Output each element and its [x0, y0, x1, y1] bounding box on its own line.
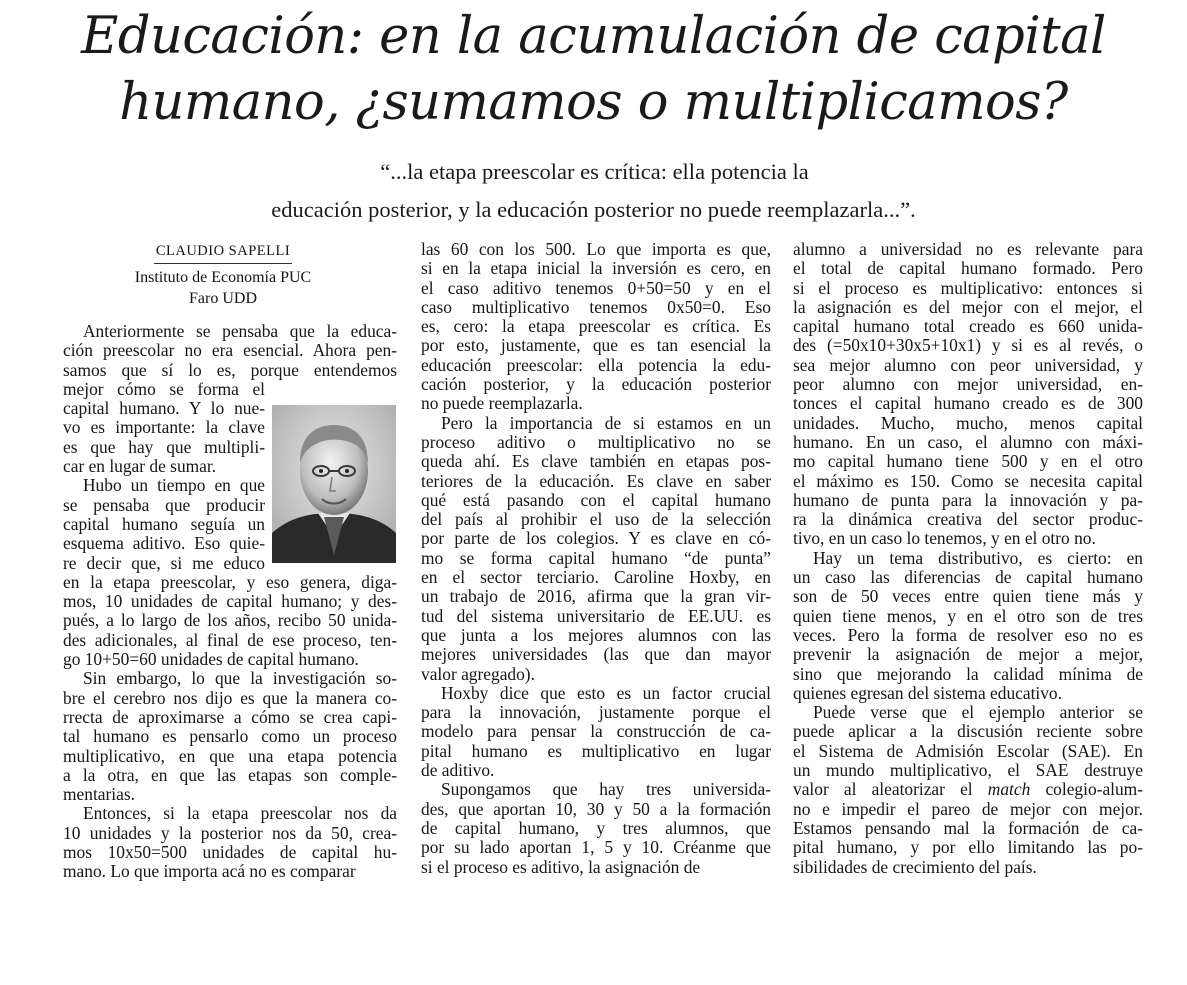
headline-line-1: Educación: en la acumulación de capital	[81, 7, 1106, 66]
article-line: el caso aditivo tenemos 0+50=50 y en el	[421, 278, 771, 298]
article-line: no e impedir el pareo de mejor con mejor.	[793, 799, 1143, 819]
article-line: un trabajo de 2016, afirma que la gran vir-	[421, 587, 771, 607]
headline-line-2: humano, ¿sumamos o multiplicamos?	[119, 73, 1068, 132]
article-line: multiplicativo, en que una etapa potencia	[63, 746, 397, 766]
article-line: humano de punta para la innovación y pa-	[793, 490, 1143, 510]
article-line: educación preescolar: ella potencia la edu-	[421, 355, 771, 375]
article-line: Supongamos que hay tres universida-	[441, 780, 771, 800]
article-line: por su lado aportan 1, 5 y 10. Créanme que	[421, 838, 771, 858]
article-line: sino que mejorando la calidad mínima de	[793, 664, 1143, 684]
article-line: des, que aportan 10, 30 y 50 a la formación	[421, 799, 771, 819]
article-line: car en lugar de sumar.	[63, 457, 217, 477]
article-line: de capital humano, y tres alumnos, que	[421, 818, 771, 838]
article-line: 10 unidades y la posterior nos da 50, crea-	[63, 823, 397, 843]
article-line: mentarias.	[63, 785, 135, 805]
article-line: mos, 10 unidades de capital humano; y des-	[63, 592, 397, 612]
article-line: cación posterior, y la educación posterior	[421, 375, 771, 395]
article-line-fragment: colegio-alum-	[1030, 780, 1143, 800]
article-line: peor alumno con mejor universidad, en-	[793, 375, 1143, 395]
article-line: se pensaba que producir	[63, 495, 265, 515]
article-line: ra la dinámica creativa del sector produc-	[793, 510, 1143, 530]
author-affiliation-1: Instituto de Economía PUC	[134, 269, 312, 286]
article-line: esquema aditivo. Eso quie-	[63, 534, 265, 554]
article-line: pués, a lo largo de los años, recibo 50 unida-	[63, 611, 397, 631]
article-line: des (=50x10+30x5+10x1) y si es al revés, o	[793, 336, 1143, 356]
article-line: pital humano, y por ello limitando las po-	[793, 838, 1143, 858]
author-name: CLAUDIO SAPELLI	[154, 240, 292, 264]
article-line: para la innovación, justamente porque el	[421, 703, 771, 723]
article-line: prevenir la asignación de mejor a mejor,	[793, 645, 1143, 665]
article-line: mo se forma capital humano “de punta”	[421, 548, 771, 568]
article-line: qué está pasando con el capital humano	[421, 490, 771, 510]
article-line: tonces el capital humano creado es de 300	[793, 394, 1143, 414]
article-column-2	[421, 240, 771, 877]
article-line: samos que sí lo es, porque entendemos	[63, 360, 397, 380]
article-line: si el proceso es aditivo, la asignación de	[421, 857, 701, 877]
article-line: por esto, justamente, que es tan esencial la	[421, 336, 771, 356]
article-line: Anteriormente se pensaba que la educa-	[83, 322, 397, 341]
article-line	[793, 780, 1143, 799]
article-line: si el proceso es multiplicativo: entonces si	[793, 278, 1143, 298]
article-line: por parte de los colegios. Y es clave en có-	[421, 529, 771, 549]
article-line: mejor cómo se forma el	[63, 379, 265, 399]
article-line: queda ahí. Es clave también en etapas pos-	[421, 452, 771, 472]
article-line: Puede verse que el ejemplo anterior se	[813, 703, 1143, 723]
article-line: Hoxby dice que esto es un factor crucial	[441, 683, 771, 703]
article-line: Pero la importancia de si estamos en un	[441, 413, 771, 433]
article-line: el Sistema de Admisión Escolar (SAE). En	[793, 741, 1143, 761]
article-line: tud del sistema universitario de EE.UU. es	[421, 606, 771, 626]
article-line-fragment: match	[987, 780, 1031, 800]
author-affiliation-2: Faro UDD	[189, 290, 257, 307]
pull-quote	[0, 153, 1187, 229]
article-line: vo es importante: la clave	[63, 418, 265, 438]
article-line: capital humano. Y lo nue-	[63, 399, 265, 419]
article-line: Estamos pensando mal la formación de ca-	[793, 818, 1143, 838]
article-line: Hubo un tiempo en que	[83, 476, 265, 496]
article-line: mejores universidades (las que dan mayor	[421, 645, 771, 665]
article-line: Sin embargo, lo que la investigación so-	[83, 669, 397, 689]
article-line: Entonces, si la etapa preescolar nos da	[83, 804, 397, 824]
article-line: del país al prohibir el uso de la selección	[421, 510, 771, 530]
byline	[118, 240, 328, 309]
article-line: en la etapa preescolar, y eso genera, diga-	[63, 572, 397, 592]
article-line: mo capital humano tiene 500 y en el otro	[793, 452, 1143, 472]
article-line: rrecta de aproximarse a cómo se crea capi-	[63, 707, 397, 727]
article-line: son de 50 veces entre quien tiene más y	[793, 587, 1143, 607]
article-line: en el sector terciario. Caroline Hoxby, en	[421, 568, 771, 588]
article-line: go 10+50=60 unidades de capital humano.	[63, 650, 359, 670]
article-line: quien tiene menos, y en el otro son de tres	[793, 606, 1143, 626]
article-line: modelo para pensar la construcción de ca-	[421, 722, 771, 742]
pull-quote-line-1: “...la etapa preescolar es crítica: ella potencia la	[380, 159, 809, 184]
article-line: capital humano total creado es 660 unida-	[793, 317, 1143, 337]
article-line: quienes egresan del sistema educativo.	[793, 683, 1062, 703]
article-line: humano. En un caso, el alumno con máxi-	[793, 432, 1143, 452]
article-line: unidades. Mucho, mucho, menos capital	[793, 413, 1143, 433]
article-line: tal humano es pensarlo como un proceso	[63, 727, 397, 747]
article-line: el máximo es 150. Como se necesita capital	[793, 471, 1143, 491]
article-line: la asignación es del mejor con el mejor, el	[793, 297, 1143, 317]
article-line: mano. Lo que importa acá no es comparar	[63, 862, 356, 882]
article-line: sibilidades de crecimiento del país.	[793, 857, 1037, 877]
pull-quote-line-2: educación posterior, y la educación posterior no puede reemplazarla...”.	[271, 197, 916, 222]
article-line: bre el cerebro nos dijo es que la manera co-	[63, 688, 397, 708]
article-column-3	[793, 240, 1143, 877]
article-line: un mundo multiplicativo, el SAE destruye	[793, 761, 1143, 781]
article-line: teriores de la educación. Es clave en saber	[421, 471, 771, 491]
headline	[0, 4, 1187, 136]
article-line: proceso aditivo o multiplicativo no se	[421, 432, 771, 452]
article-line: valor agregado).	[421, 664, 535, 684]
article-line: de aditivo.	[421, 761, 495, 781]
article-line: es, cero: la etapa preescolar es crítica. Es	[421, 317, 771, 337]
article-line: re decir que, si me educo	[63, 553, 265, 573]
article-line: un caso las diferencias de capital humano	[793, 568, 1143, 588]
article-line: que junta a los mejores alumnos con las	[421, 625, 771, 645]
article-line: no puede reemplazarla.	[421, 394, 583, 414]
article-line: capital humano seguía un	[63, 514, 265, 534]
article-line: alumno a universidad no es relevante para	[793, 240, 1143, 259]
article-line: caso multiplicativo tenemos 0x50=0. Eso	[421, 297, 771, 317]
article-line: a la otra, en que las etapas son comple-	[63, 765, 397, 785]
article-line: mos 10x50=500 unidades de capital hu-	[63, 843, 397, 863]
article-line: puede aplicar a la discusión reciente sobre	[793, 722, 1143, 742]
article-line: tivo, en un caso lo tenemos, y en el otro no.	[793, 529, 1096, 549]
article-line-fragment: valor al aleatorizar el	[793, 780, 988, 800]
article-line: ción preescolar no era esencial. Ahora pen-	[63, 341, 397, 361]
article-line: sea mejor alumno con peor universidad, y	[793, 355, 1143, 375]
article-line: Hay un tema distributivo, es cierto: en	[813, 548, 1143, 568]
article-line: es que hay que multipli-	[63, 437, 265, 457]
article-line: si en la etapa inicial la inversión es cero, en	[421, 259, 771, 279]
article-line: las 60 con los 500. Lo que importa es que,	[421, 240, 771, 259]
article-line: el total de capital humano formado. Pero	[793, 259, 1143, 279]
article-line: veces. Pero la forma de resolver eso no es	[793, 625, 1143, 645]
article-column-1	[63, 322, 397, 882]
article-line: pital humano es multiplicativo en lugar	[421, 741, 771, 761]
article-line: des adicionales, al final de ese proceso, ten-	[63, 630, 397, 650]
